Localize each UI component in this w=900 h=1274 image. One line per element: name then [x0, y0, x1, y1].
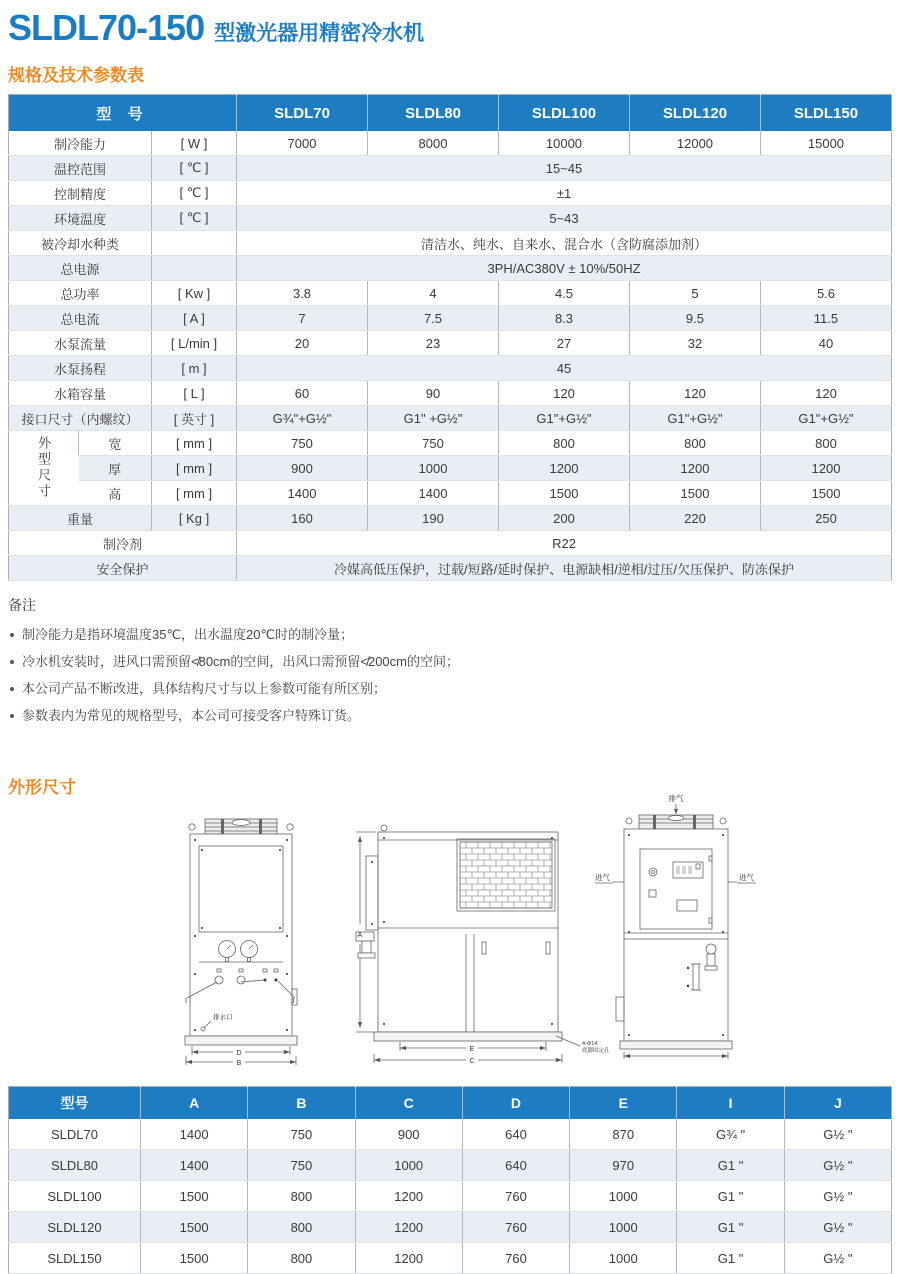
dim-label-a: A [357, 932, 363, 939]
dim-column-header: B [248, 1087, 355, 1120]
bullet-icon [10, 687, 14, 691]
value-cell: G½ " [784, 1150, 891, 1181]
value-cell: 90 [368, 381, 499, 406]
value-cell: 1500 [141, 1243, 248, 1274]
value-cell: 1200 [498, 456, 629, 481]
value-cell: G1"+G½" [498, 406, 629, 431]
row-label: 水泵流量 [9, 331, 152, 356]
note-item [8, 702, 892, 729]
value-cell: G1 " [677, 1243, 784, 1274]
spec-row [9, 481, 892, 506]
chiller-body [190, 834, 292, 1036]
row-label: 厚 [79, 456, 152, 481]
fixing-holes-note: 底脚固定孔 [582, 1048, 610, 1054]
value-cell: 900 [355, 1119, 462, 1150]
value-cell: 1400 [237, 481, 368, 506]
dim-table-row [9, 1181, 892, 1212]
value-cell: 4.5 [498, 281, 629, 306]
unit-cell: [ ℃ ] [152, 181, 237, 206]
row-label: 宽 [79, 431, 152, 456]
unit-cell [152, 256, 237, 281]
value-cell: 27 [498, 331, 629, 356]
value-cell: 1200 [355, 1212, 462, 1243]
row-label: 控制精度 [9, 181, 152, 206]
value-cell: 1500 [760, 481, 891, 506]
spec-row [9, 531, 892, 556]
value-cell: 120 [498, 381, 629, 406]
value-cell: 8.3 [498, 306, 629, 331]
value-cell: 12000 [629, 131, 760, 156]
value-cell: 11.5 [760, 306, 891, 331]
dim-label-c: C [469, 1058, 475, 1065]
value-cell: 23 [368, 331, 499, 356]
base-frame [620, 1041, 732, 1049]
row-label: 重量 [9, 506, 152, 531]
row-label: 总功率 [9, 281, 152, 306]
value-cell: 8000 [368, 131, 499, 156]
spec-section-heading: 规格及技术参数表 [8, 66, 144, 85]
lift-ring-icon [720, 818, 726, 824]
value-cell: 60 [237, 381, 368, 406]
unit-cell: [ mm ] [152, 431, 237, 456]
row-label: 高 [79, 481, 152, 506]
side-tab [616, 997, 624, 1021]
value-cell: 1000 [368, 456, 499, 481]
bullet-icon [10, 660, 14, 664]
value-cell: G1" +G½" [368, 406, 499, 431]
value-cell: 1400 [141, 1150, 248, 1181]
spec-table-header-row [9, 95, 892, 132]
spec-row [9, 456, 892, 481]
value-cell: G½ " [784, 1212, 891, 1243]
spec-row [9, 231, 892, 256]
dim-label-b: B [236, 1060, 242, 1066]
row-label: 接口尺寸（内螺纹） [9, 406, 152, 431]
merged-value-cell: 45 [237, 356, 892, 381]
bullet-icon [10, 633, 14, 637]
spec-row [9, 256, 892, 281]
back-view-drawing [593, 792, 758, 1064]
page-title [8, 7, 892, 48]
value-cell: 4 [368, 281, 499, 306]
value-cell: G½ " [784, 1181, 891, 1212]
note-text: 参数表内为常见的规格型号，本公司可接受客户特殊订货。 [22, 708, 361, 723]
note-text: 本公司产品不断改进，具体结构尺寸与以上参数可能有所区别； [22, 681, 387, 696]
value-cell: 7.5 [368, 306, 499, 331]
page-title-model: SLDL70-150 [8, 7, 205, 48]
value-cell: 800 [760, 431, 891, 456]
unit-cell: [ 英寸 ] [152, 406, 237, 431]
unit-cell: [ L/min ] [152, 331, 237, 356]
spec-row [9, 331, 892, 356]
dim-table-row [9, 1150, 892, 1181]
value-cell: 10000 [498, 131, 629, 156]
side-panel [366, 856, 378, 930]
value-cell: 800 [248, 1181, 355, 1212]
fixing-holes-note: 4-Φ14 [582, 1041, 598, 1047]
unit-cell [152, 231, 237, 256]
value-cell: 1500 [629, 481, 760, 506]
merged-value-cell: 冷媒高低压保护，过载/短路/延时保护、电源缺相/逆相/过压/欠压保护、防冻保护 [237, 556, 892, 581]
value-cell: 750 [368, 431, 499, 456]
value-cell: 1500 [141, 1181, 248, 1212]
value-cell: G1 " [677, 1150, 784, 1181]
dimension-line-bottom [624, 1052, 728, 1059]
notes-section [8, 595, 892, 729]
unit-cell: [ ℃ ] [152, 156, 237, 181]
value-cell: 1000 [570, 1212, 677, 1243]
unit-cell: [ Kw ] [152, 281, 237, 306]
lift-ring-icon [189, 824, 195, 830]
value-cell: 800 [498, 431, 629, 456]
base-frame [185, 1036, 297, 1045]
row-label: 温控范围 [9, 156, 152, 181]
value-cell: 120 [760, 381, 891, 406]
port-label-i: I [185, 998, 187, 1005]
dim-table-row [9, 1119, 892, 1150]
model-cell: SLDL120 [9, 1212, 141, 1243]
model-column-header: SLDL120 [629, 95, 760, 132]
note-item [8, 648, 892, 675]
dims-group-label: 外型尺寸 [9, 431, 79, 506]
value-cell: G¾"+G½" [237, 406, 368, 431]
dim-label-e: E [469, 1046, 475, 1053]
merged-value-cell: 清洁水、纯水、自来水、混合水（含防腐添加剂） [237, 231, 892, 256]
row-label: 总电流 [9, 306, 152, 331]
row-label: 总电源 [9, 256, 152, 281]
value-cell: 800 [248, 1212, 355, 1243]
spec-row [9, 131, 892, 156]
spec-row [9, 506, 892, 531]
unit-cell: [ W ] [152, 131, 237, 156]
page-title-suffix: 型激光器用精密冷水机 [214, 22, 425, 45]
dim-column-header: A [141, 1087, 248, 1120]
row-label: 被冷却水种类 [9, 231, 152, 256]
notes-heading: 备注 [8, 597, 36, 613]
model-column-header: SLDL100 [498, 95, 629, 132]
top-fan-cap [639, 815, 713, 829]
spec-row [9, 181, 892, 206]
row-label: 安全保护 [9, 556, 237, 581]
unit-cell: [ L ] [152, 381, 237, 406]
unit-cell: [ A ] [152, 306, 237, 331]
row-label: 水泵扬程 [9, 356, 152, 381]
side-view-drawing [348, 814, 618, 1066]
value-cell: 1400 [368, 481, 499, 506]
value-cell: G1 " [677, 1212, 784, 1243]
exhaust-label: 排气 [668, 794, 684, 803]
unit-cell: [ m ] [152, 356, 237, 381]
value-cell: 5.6 [760, 281, 891, 306]
unit-cell: [ Kg ] [152, 506, 237, 531]
value-cell: G1"+G½" [629, 406, 760, 431]
value-cell: 7000 [237, 131, 368, 156]
merged-value-cell: 5~43 [237, 206, 892, 231]
top-fan-cap [205, 819, 277, 834]
base-frame [374, 1032, 562, 1041]
value-cell: 1000 [570, 1243, 677, 1274]
row-label: 制冷剂 [9, 531, 237, 556]
value-cell: 750 [248, 1119, 355, 1150]
value-cell: 900 [237, 456, 368, 481]
dim-column-header: C [355, 1087, 462, 1120]
model-column-header: SLDL70 [237, 95, 368, 132]
value-cell: 1200 [760, 456, 891, 481]
value-cell: 1200 [355, 1181, 462, 1212]
value-cell: 1000 [355, 1150, 462, 1181]
value-cell: 640 [462, 1119, 569, 1150]
value-cell: 1000 [570, 1181, 677, 1212]
spec-row [9, 206, 892, 231]
spec-row [9, 306, 892, 331]
value-cell: 800 [629, 431, 760, 456]
value-cell: 1200 [355, 1243, 462, 1274]
value-cell: G½ " [784, 1243, 891, 1274]
value-cell: 20 [237, 331, 368, 356]
dim-column-header: D [462, 1087, 569, 1120]
control-panel [640, 849, 712, 929]
value-cell: 40 [760, 331, 891, 356]
value-cell: 1500 [498, 481, 629, 506]
row-label: 制冷能力 [9, 131, 152, 156]
value-cell: 750 [248, 1150, 355, 1181]
model-cell: SLDL70 [9, 1119, 141, 1150]
value-cell: 9.5 [629, 306, 760, 331]
value-cell: 5 [629, 281, 760, 306]
value-cell: 800 [248, 1243, 355, 1274]
lift-ring-icon [287, 824, 293, 830]
spec-row [9, 406, 892, 431]
intake-label: 进气 [739, 873, 754, 882]
dimension-drawings [8, 794, 892, 1080]
value-cell: 15000 [760, 131, 891, 156]
value-cell: 970 [570, 1150, 677, 1181]
value-cell: 750 [237, 431, 368, 456]
dim-table-row [9, 1212, 892, 1243]
merged-value-cell: 15~45 [237, 156, 892, 181]
value-cell: 160 [237, 506, 368, 531]
value-cell: 32 [629, 331, 760, 356]
dimensions-section-heading: 外形尺寸 [8, 778, 76, 797]
drain-label: 排水口 [213, 1014, 233, 1021]
unit-cell: [ ℃ ] [152, 206, 237, 231]
note-item [8, 675, 892, 702]
dim-column-header: E [570, 1087, 677, 1120]
dim-column-header: I [677, 1087, 784, 1120]
dim-column-header: 型号 [9, 1087, 141, 1120]
value-cell: 760 [462, 1243, 569, 1274]
value-cell: 250 [760, 506, 891, 531]
intake-label: 进气 [595, 873, 610, 882]
note-text: 冷水机安装时，进风口需预留≮80cm的空间，出风口需预留≮200cm的空间； [22, 654, 459, 669]
value-cell: G¾ " [677, 1119, 784, 1150]
value-cell: 1200 [629, 456, 760, 481]
value-cell: 200 [498, 506, 629, 531]
intake-leader-left [595, 882, 624, 883]
model-cell: SLDL150 [9, 1243, 141, 1274]
model-column-header: SLDL150 [760, 95, 891, 132]
dimension-table [8, 1086, 892, 1274]
value-cell: 3.8 [237, 281, 368, 306]
value-cell: 640 [462, 1150, 569, 1181]
dim-table-row [9, 1243, 892, 1274]
value-cell: 760 [462, 1212, 569, 1243]
intake-leader-right [728, 882, 756, 883]
spec-row [9, 381, 892, 406]
merged-value-cell: 3PH/AC380V ± 10%/50HZ [237, 256, 892, 281]
spec-table [8, 94, 892, 581]
model-header-cell: 型 号 [9, 95, 237, 132]
spec-row [9, 556, 892, 581]
value-cell: 190 [368, 506, 499, 531]
dim-table-header-row [9, 1087, 892, 1120]
merged-value-cell: ±1 [237, 181, 892, 206]
port-label-j: J [291, 998, 295, 1005]
row-label: 水箱容量 [9, 381, 152, 406]
value-cell: 760 [462, 1181, 569, 1212]
model-cell: SLDL100 [9, 1181, 141, 1212]
spec-row [9, 431, 892, 456]
value-cell: 7 [237, 306, 368, 331]
front-view-drawing [183, 814, 299, 1066]
unit-cell: [ mm ] [152, 456, 237, 481]
model-cell: SLDL80 [9, 1150, 141, 1181]
value-cell: 1400 [141, 1119, 248, 1150]
dim-column-header: J [784, 1087, 891, 1120]
note-item [8, 621, 892, 648]
value-cell: G½ " [784, 1119, 891, 1150]
spec-row [9, 156, 892, 181]
dim-label-d: D [236, 1050, 242, 1057]
dimension-line-c [374, 1054, 562, 1063]
value-cell: 120 [629, 381, 760, 406]
model-column-header: SLDL80 [368, 95, 499, 132]
row-label: 环境温度 [9, 206, 152, 231]
lift-ring-icon [626, 818, 632, 824]
value-cell: 870 [570, 1119, 677, 1150]
value-cell: 1500 [141, 1212, 248, 1243]
unit-cell: [ mm ] [152, 481, 237, 506]
note-text: 制冷能力是指环境温度35℃，出水温度20℃时的制冷量； [22, 627, 354, 642]
value-cell: G1"+G½" [760, 406, 891, 431]
spec-row [9, 356, 892, 381]
lift-ring-icon [381, 825, 387, 831]
bullet-icon [10, 714, 14, 718]
value-cell: G1 " [677, 1181, 784, 1212]
value-cell: 220 [629, 506, 760, 531]
merged-value-cell: R22 [237, 531, 892, 556]
filter-valve [705, 944, 717, 970]
chiller-body [378, 832, 558, 1032]
spec-row [9, 281, 892, 306]
